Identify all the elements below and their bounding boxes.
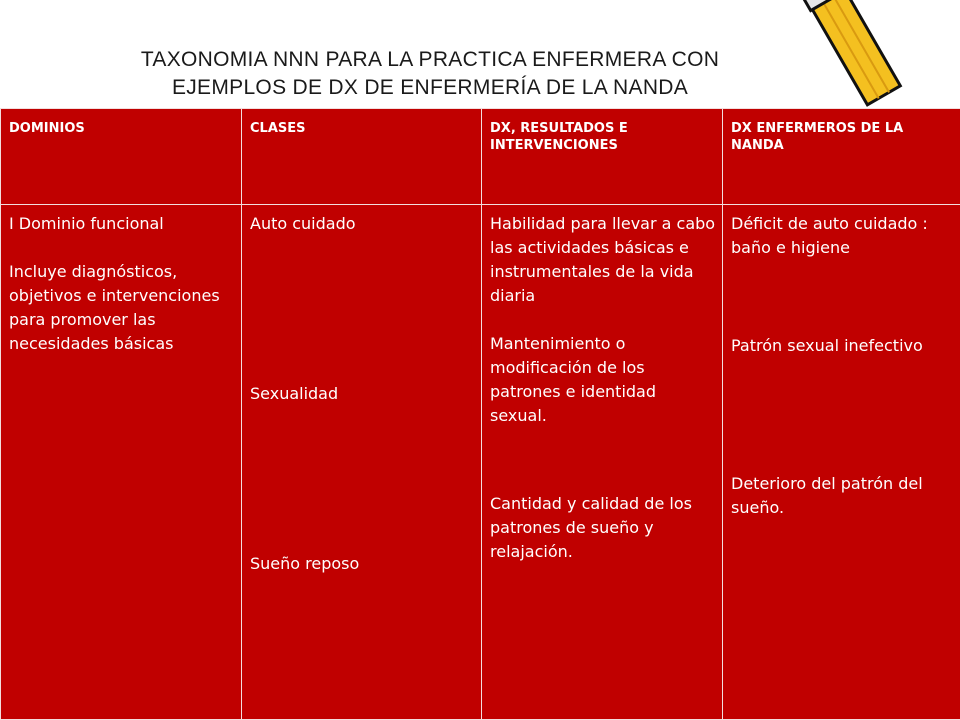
- table-row: [1, 205, 960, 720]
- header-dominios: DOMINIOS: [1, 109, 242, 205]
- class-sexualidad: Sexualidad: [250, 384, 339, 403]
- header-dx-resultados: DX, RESULTADOS E INTERVENCIONES: [482, 109, 723, 205]
- table-header-row: [1, 109, 960, 205]
- nanda-sexualidad: Patrón sexual inefectivo: [731, 336, 923, 355]
- classes-cell: [242, 205, 482, 720]
- header-dx-nanda: DX ENFERMEROS DE LA NANDA: [723, 109, 960, 205]
- header-clases: CLASES: [242, 109, 482, 205]
- nanda-sueno: Deterioro del patrón del sueño.: [731, 474, 923, 517]
- pencil-icon: [790, 0, 930, 112]
- nanda-cell: [723, 205, 960, 720]
- interventions-cell: [482, 205, 723, 720]
- slide-title-line-2: EJEMPLOS DE DX DE ENFERMERÍA DE LA NANDA: [171, 76, 689, 99]
- domain-cell: [1, 205, 242, 720]
- taxonomy-table: [0, 108, 960, 720]
- intervention-sueno: Cantidad y calidad de los patrones de sueño y relajación.: [490, 494, 692, 561]
- nanda-auto-cuidado: Déficit de auto cuidado : baño e higiene: [731, 214, 928, 257]
- class-auto-cuidado: Auto cuidado: [250, 214, 356, 233]
- domain-description: Incluye diagnósticos, objetivos e intervenciones para promover las necesidades básicas: [9, 262, 220, 353]
- slide-title-line-1: TAXONOMIA NNN PARA LA PRACTICA ENFERMERA CON: [140, 48, 720, 71]
- intervention-auto-cuidado: Habilidad para llevar a cabo las actividades básicas e instrumentales de la vida diaria: [490, 214, 716, 305]
- intervention-sexualidad: Mantenimiento o modificación de los patrones e identidad sexual.: [490, 334, 657, 425]
- domain-name: I Dominio funcional: [9, 214, 164, 233]
- slide-title: [40, 46, 820, 102]
- class-sueno-reposo: Sueño reposo: [250, 554, 360, 573]
